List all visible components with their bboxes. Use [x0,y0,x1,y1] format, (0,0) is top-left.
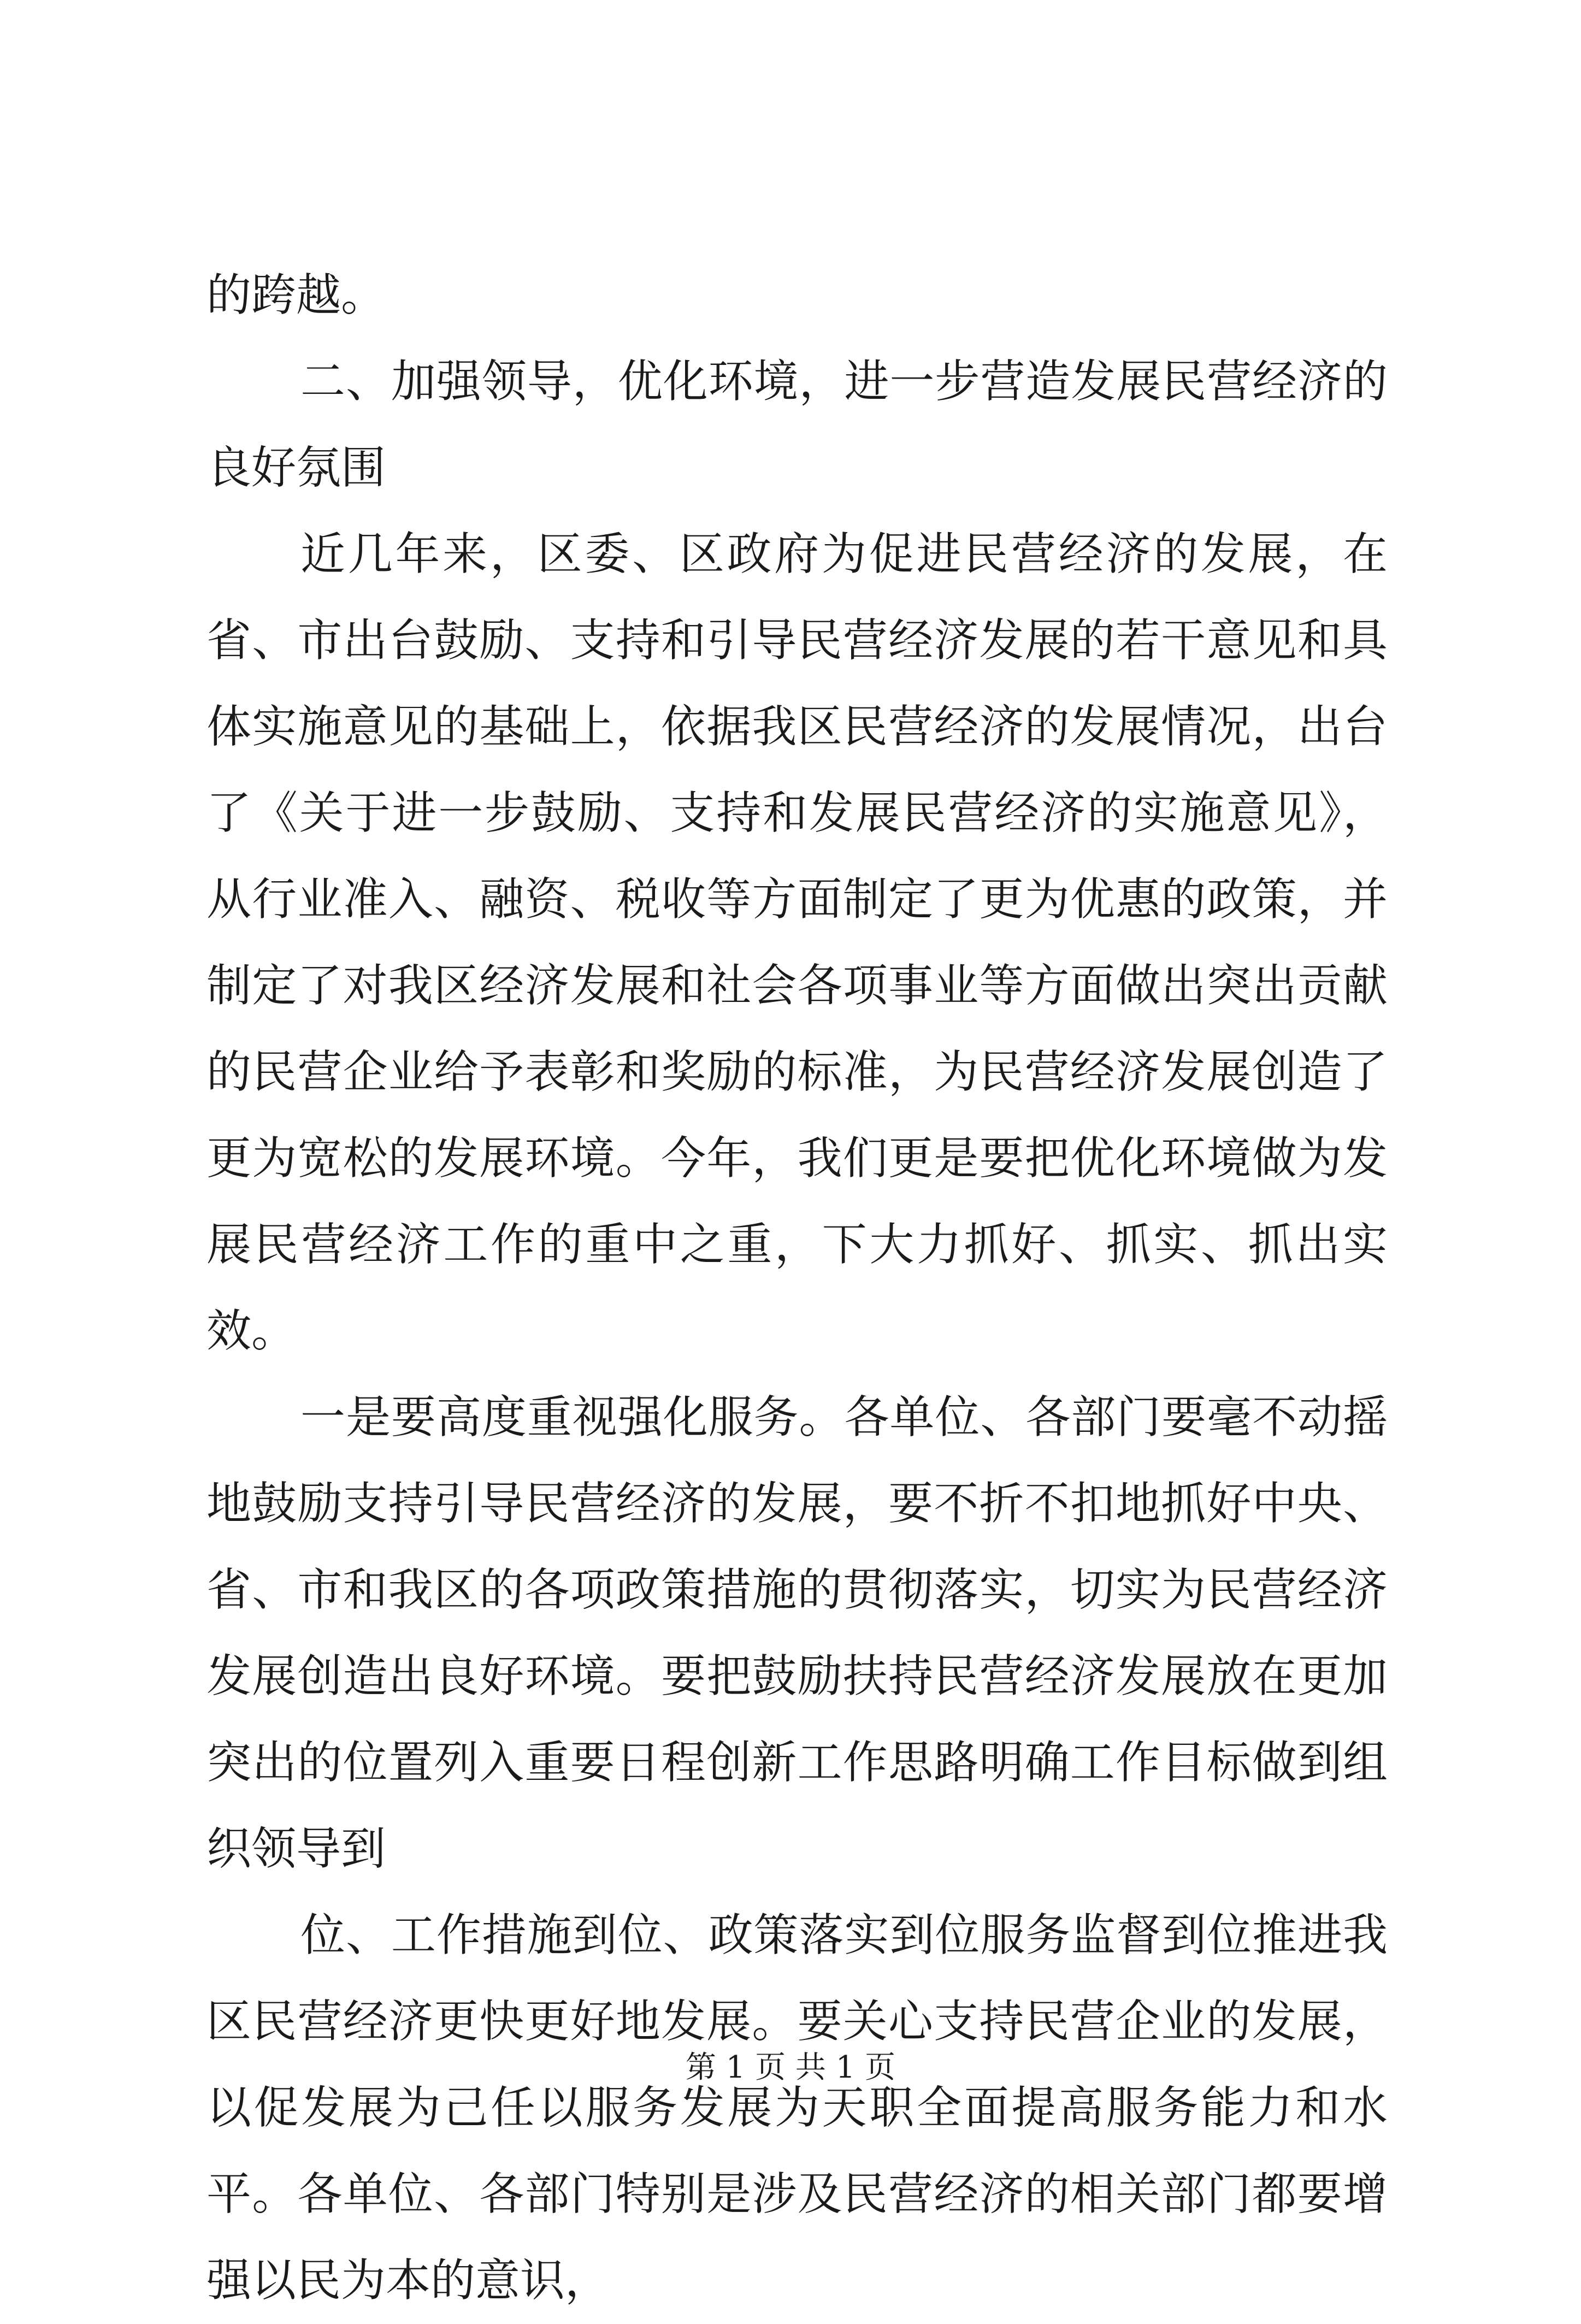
document-body [207,252,1388,2324]
page-footer: 第 1 页 共 1 页 [685,2050,896,2085]
section-heading: 二、加强领导，优化环境，进一步营造发展民营经济的良好氛围 [207,356,1388,494]
paragraph: 一是要高度重视强化服务。各单位、各部门要毫不动摇地鼓励支持引导民营经济的发展，要不折不扣地抓好中央、省、市和我区的各项政策措施的贯彻落实，切实为民营经济发展创造出良好环境。要把鼓励扶持民营经济发展放在更加突出的位置列入重要日程创新工作思路明确工作目标做到组织领导到 [207,1391,1388,1875]
paragraph: 近几年来，区委、区政府为促进民营经济的发展，在省、市出台鼓励、支持和引导民营经济发展的若干意见和具体实施意见的基础上，依据我区民营经济的发展情况，出台了《关于进一步鼓励、支持和发展民营经济的实施意见》，从行业准入、融资、税收等方面制定了更为优惠的政策，并制定了对我区经济发展和社会各项事业等方面做出突出贡献的民营企业给予表彰和奖励的标准，为民营经济发展创造了更为宽松的发展环境。今年，我们更是要把优化环境做为发展民营经济工作的重中之重，下大力抓好、抓实、抓出实效。 [207,528,1388,1357]
paragraph-continuation: 的跨越。 [207,269,386,321]
paragraph: 位、工作措施到位、政策落实到位服务监督到位推进我区民营经济更快更好地发展。要关心支持民营企业的发展，以促发展为己任以服务发展为天职全面提高服务能力和水平。各单位、各部门特别是涉及民营经济的相关部门都要增强以民为本的意识， [207,1909,1388,2307]
